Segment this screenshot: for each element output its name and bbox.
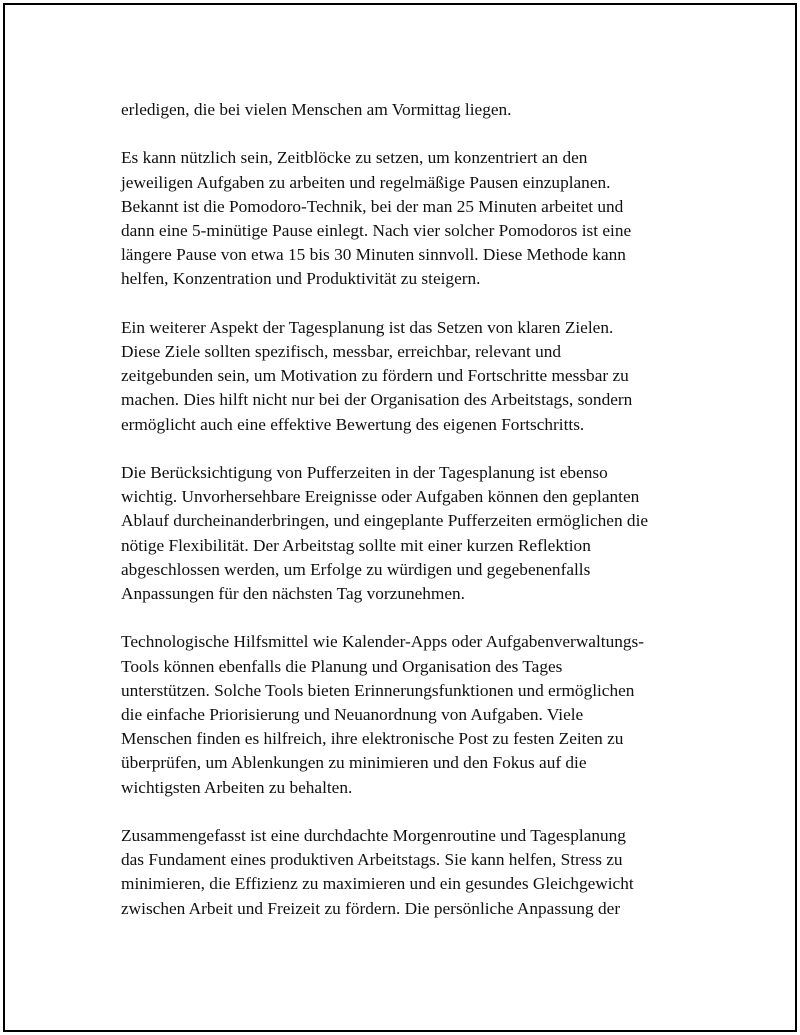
paragraph xyxy=(121,146,696,291)
paragraph xyxy=(121,461,696,606)
text-line: Menschen finden es hilfreich, ihre elektronische Post zu festen Zeiten zu xyxy=(121,729,624,749)
text-line: Technologische Hilfsmittel wie Kalender-Apps oder Aufgabenverwaltungs- xyxy=(121,632,644,652)
text-line: helfen, Konzentration und Produktivität zu steigern. xyxy=(121,269,481,289)
page-frame xyxy=(3,3,797,1032)
text-line: Ablauf durcheinanderbringen, und eingeplante Pufferzeiten ermöglichen die xyxy=(121,511,649,531)
text-line: wichtigsten Arbeiten zu behalten. xyxy=(121,777,353,797)
text-line: Es kann nützlich sein, Zeitblöcke zu setzen, um konzentriert an den xyxy=(121,148,588,168)
text-line: die einfache Priorisierung und Neuanordnung von Aufgaben. Viele xyxy=(121,705,584,725)
text-line: minimieren, die Effizienz zu maximieren und ein gesundes Gleichgewicht xyxy=(121,874,634,894)
paragraph xyxy=(121,824,696,921)
text-line: Die Berücksichtigung von Pufferzeiten in der Tagesplanung ist ebenso xyxy=(121,463,608,482)
page-content xyxy=(121,98,696,945)
text-line: nötige Flexibilität. Der Arbeitstag sollte mit einer kurzen Reflektion xyxy=(121,535,591,555)
text-line: zeitgebunden sein, um Motivation zu fördern und Fortschritte messbar zu xyxy=(121,366,629,386)
text-line: erledigen, die bei vielen Menschen am Vormittag liegen. xyxy=(121,100,512,119)
text-line: jeweiligen Aufgaben zu arbeiten und regelmäßige Pausen einzuplanen. xyxy=(121,172,611,192)
text-line: abgeschlossen werden, um Erfolge zu würdigen und gegebenenfalls xyxy=(121,559,591,579)
text-line: das Fundament eines produktiven Arbeitstags. Sie kann helfen, Stress zu xyxy=(121,850,623,870)
text-line: Tools können ebenfalls die Planung und Organisation des Tages xyxy=(121,656,563,676)
text-line: ermöglicht auch eine effektive Bewertung des eigenen Fortschritts. xyxy=(121,414,585,434)
text-line: Zusammengefasst ist eine durchdachte Morgenroutine und Tagesplanung xyxy=(121,826,626,846)
text-line: überprüfen, um Ablenkungen zu minimieren und den Fokus auf die xyxy=(121,753,587,773)
text-line: Diese Ziele sollten spezifisch, messbar, erreichbar, relevant und xyxy=(121,342,562,361)
paragraph xyxy=(121,98,696,122)
text-line: längere Pause von etwa 15 bis 30 Minuten sinnvoll. Diese Methode kann xyxy=(121,245,626,265)
text-line: unterstützen. Solche Tools bieten Erinnerungsfunktionen und ermöglichen xyxy=(121,680,635,700)
text-line: zwischen Arbeit und Freizeit zu fördern. Die persönliche Anpassung der xyxy=(121,898,621,918)
text-line: Ein weiterer Aspekt der Tagesplanung ist das Setzen von klaren Zielen. xyxy=(121,317,614,337)
paragraph xyxy=(121,316,696,437)
text-line: dann eine 5-minütige Pause einlegt. Nach vier solcher Pomodoros ist eine xyxy=(121,221,632,240)
text-line: wichtig. Unvorhersehbare Ereignisse oder Aufgaben können den geplanten xyxy=(121,487,640,507)
paragraph xyxy=(121,630,696,799)
text-line: Anpassungen für den nächsten Tag vorzunehmen. xyxy=(121,584,465,604)
text-line: machen. Dies hilft nicht nur bei der Organisation des Arbeitstags, sondern xyxy=(121,390,633,410)
text-line: Bekannt ist die Pomodoro-Technik, bei der man 25 Minuten arbeitet und xyxy=(121,196,624,216)
